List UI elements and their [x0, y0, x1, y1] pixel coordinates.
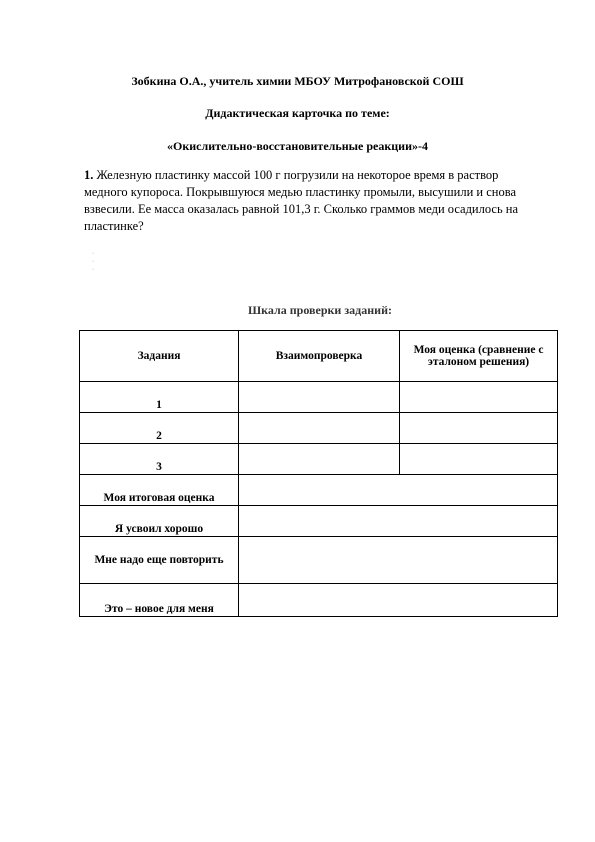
table-row: [80, 537, 558, 584]
topic-title: «Окислительно-восстановительные реакции»-4: [166, 139, 428, 153]
summary-answer-cell[interactable]: [239, 506, 558, 537]
author-line: Зобкина О.А., учитель химии МБОУ Митрофановской СОШ: [131, 74, 464, 88]
check-scale-table: [79, 330, 558, 617]
table-row: [80, 475, 558, 506]
scale-title: Шкала проверки заданий:: [248, 303, 392, 317]
table-row: [80, 444, 558, 475]
task-row-label: 2: [80, 413, 239, 444]
table-row: [80, 506, 558, 537]
task-text: Железную пластинку массой 100 г погрузили на некоторое время в раствор медного купороса. Покрывшуюся медью пластинку промыли, высушили и снова взвесили. Ее масса оказалась равной 101,3 г. Сколько граммов меди осадилось на пластинке?: [84, 168, 519, 233]
table-row: [80, 413, 558, 444]
summary-row-label: Это – новое для меня: [80, 584, 239, 617]
summary-answer-cell[interactable]: [239, 537, 558, 584]
task-row-label: 3: [80, 444, 239, 475]
my-grade-cell[interactable]: [400, 413, 558, 444]
summary-answer-cell[interactable]: [239, 475, 558, 506]
my-grade-cell[interactable]: [400, 444, 558, 475]
summary-answer-cell[interactable]: [239, 584, 558, 617]
margin-dots: · · ·: [92, 251, 94, 273]
task-number: 1.: [84, 168, 94, 182]
table-row: [80, 382, 558, 413]
task-1: [84, 167, 544, 235]
task-row-label: 1: [80, 382, 239, 413]
summary-row-label: Мне надо еще повторить: [80, 537, 239, 584]
table-row: [80, 584, 558, 617]
peer-review-cell[interactable]: [239, 382, 400, 413]
peer-review-cell[interactable]: [239, 444, 400, 475]
header-peer-review: Взаимопроверка: [239, 331, 400, 382]
summary-row-label: Моя итоговая оценка: [80, 475, 239, 506]
summary-row-label: Я усвоил хорошо: [80, 506, 239, 537]
header-tasks: Задания: [80, 331, 239, 382]
my-grade-cell[interactable]: [400, 382, 558, 413]
peer-review-cell[interactable]: [239, 413, 400, 444]
card-label: Дидактическая карточка по теме:: [205, 106, 390, 120]
header-my-grade: Моя оценка (сравнение с эталоном решения): [400, 331, 558, 382]
table-header-row: [80, 331, 558, 382]
